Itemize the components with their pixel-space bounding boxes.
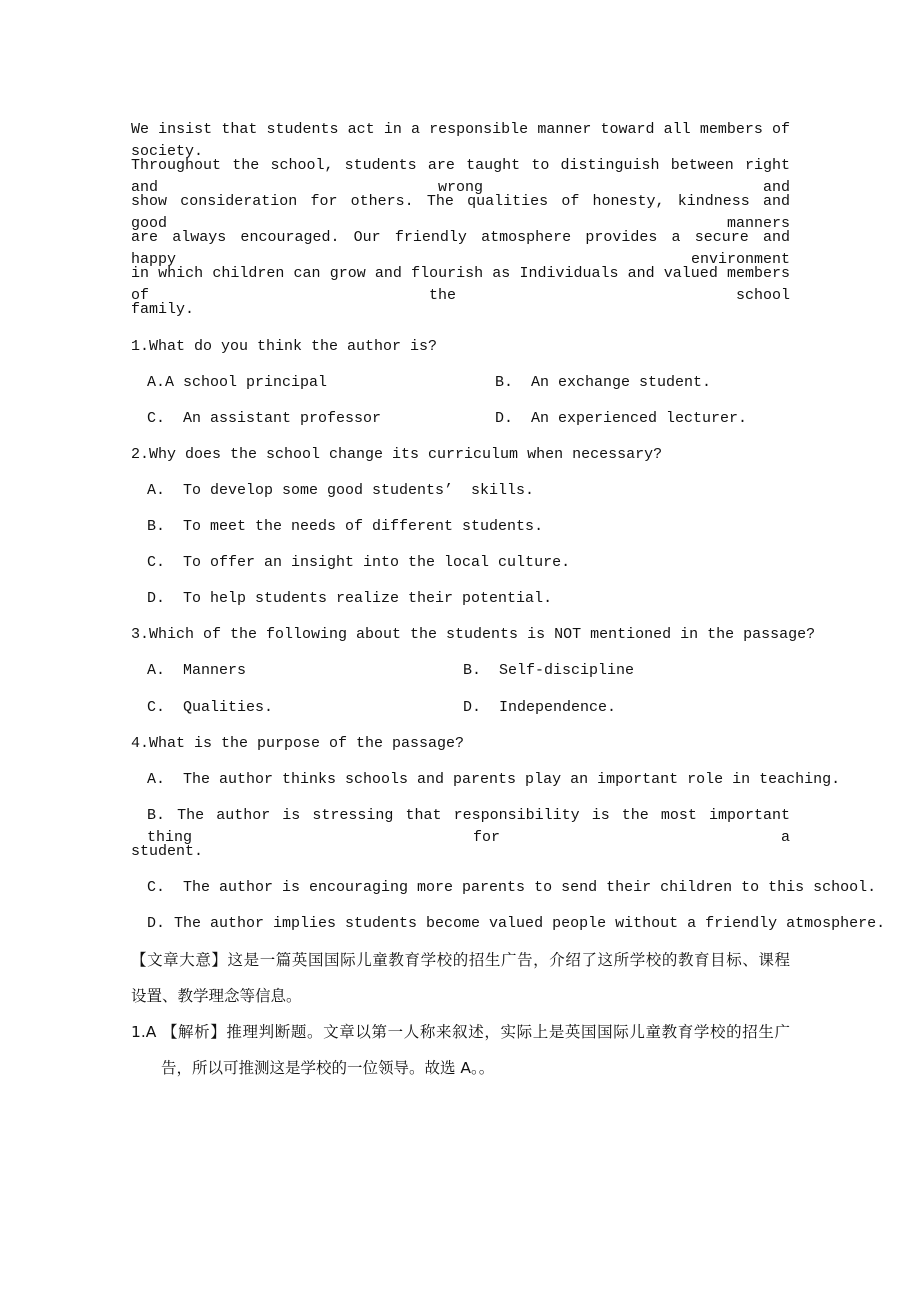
passage-line: family. xyxy=(131,301,195,319)
option-b: B. To meet the needs of different students. xyxy=(147,518,544,536)
option-c: C. Qualities. xyxy=(147,698,274,716)
question-1-options-ab xyxy=(131,372,790,408)
option-b: B. The author is stressing that responsibility is the most important thing for a xyxy=(147,806,790,846)
option-d: D. The author implies students become valued people without a friendly atmosphere. xyxy=(147,915,886,933)
question-3-options-ab xyxy=(131,660,790,696)
question-1-stem: 1.What do you think the author is? xyxy=(131,337,438,355)
option-c: C. To offer an insight into the local culture. xyxy=(147,554,571,572)
answer-explanation: 告，所以可推测这是学校的一位领导。故选 A。。 xyxy=(161,1059,495,1078)
passage-line: in which children can grow and flourish as Individuals and valued members of the school xyxy=(131,265,790,305)
summary-line: 【文章大意】这是一篇英国国际儿童教育学校的招生广告，介绍了这所学校的教育目标、课程 xyxy=(131,951,790,970)
option-a: A. To develop some good students’ skills. xyxy=(147,481,535,499)
option-d: D. Independence. xyxy=(463,698,617,716)
passage-line: Throughout the school, students are taught to distinguish between right and wrong and xyxy=(131,157,790,197)
question-4-stem: 4.What is the purpose of the passage? xyxy=(131,734,465,752)
option-a: A. Manners xyxy=(147,662,247,680)
question-1-options-cd xyxy=(131,408,790,444)
option-b-continued: student. xyxy=(131,842,204,860)
option-d: D. An experienced lecturer. xyxy=(495,409,748,427)
passage-line: are always encouraged. Our friendly atmosphere provides a secure and happy environment xyxy=(131,229,790,269)
passage-line: We insist that students act in a responsible manner toward all members of society. xyxy=(131,121,790,160)
question-3-options-cd xyxy=(131,697,790,733)
passage-line: show consideration for others. The qualities of honesty, kindness and good manners xyxy=(131,193,790,233)
summary-line: 设置、教学理念等信息。 xyxy=(131,987,302,1006)
option-a: A. The author thinks schools and parents play an important role in teaching. xyxy=(147,770,841,788)
document-body xyxy=(131,119,886,1094)
option-d: D. To help students realize their potential. xyxy=(147,590,553,608)
answer-explanation: 1.A 【解析】推理判断题。文章以第一人称来叙述，实际上是英国国际儿童教育学校的招生广 xyxy=(131,1023,790,1042)
option-c: C. An assistant professor xyxy=(147,409,382,427)
option-c: C. The author is encouraging more parents to send their children to this school. xyxy=(147,878,877,896)
option-b: B. Self-discipline xyxy=(463,662,635,680)
question-2-stem: 2.Why does the school change its curriculum when necessary? xyxy=(131,445,663,463)
question-3-stem: 3.Which of the following about the students is NOT mentioned in the passage? xyxy=(131,626,816,644)
option-a: A.A school principal xyxy=(147,373,328,391)
option-b: B. An exchange student. xyxy=(495,373,712,391)
